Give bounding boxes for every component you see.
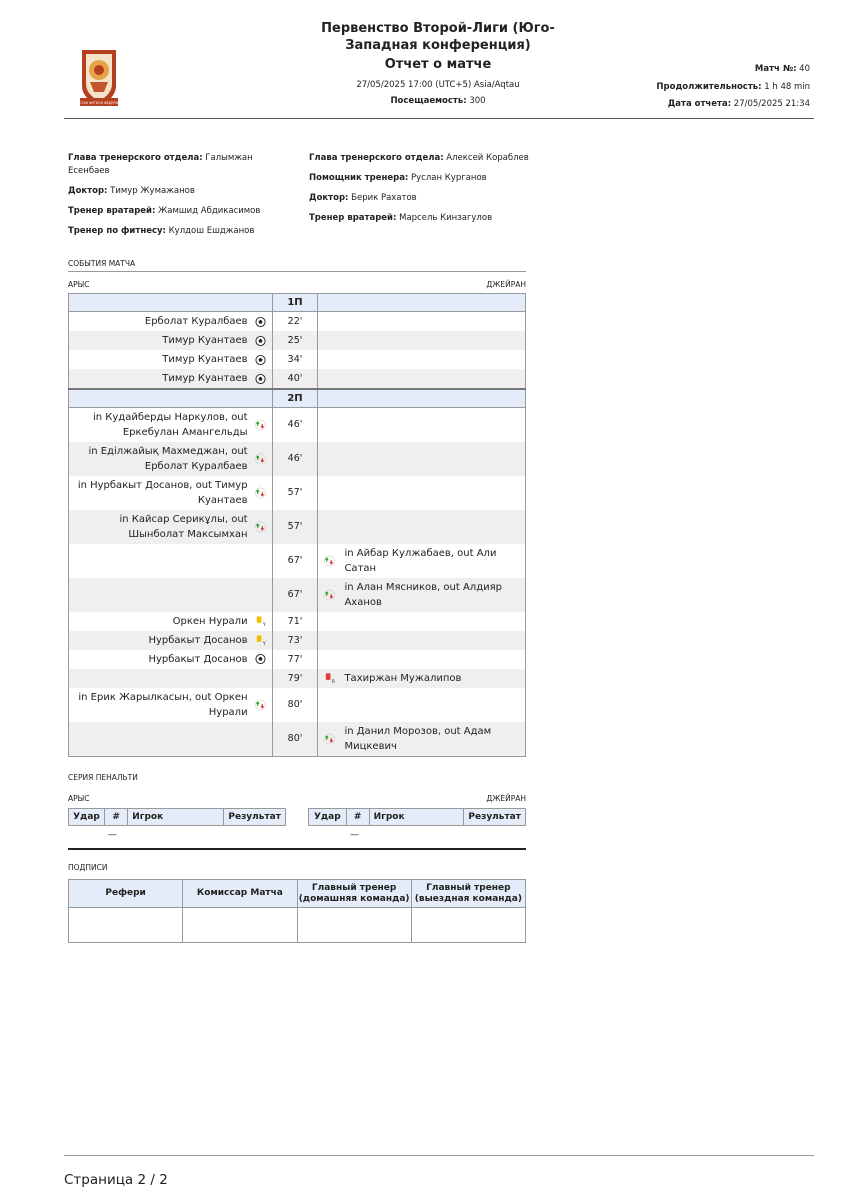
- event-away-cell: [318, 578, 526, 612]
- match-number-label: Матч №:: [754, 64, 797, 74]
- event-row: [69, 631, 526, 650]
- report-date: [668, 99, 810, 109]
- sig-commissioner-header: Комиссар Матча: [183, 880, 297, 908]
- signatures-table: [68, 879, 526, 943]
- event-home-cell: [69, 312, 273, 332]
- staff-name: Марсель Кинзагулов: [399, 213, 493, 223]
- col-result: Результат: [464, 809, 526, 826]
- sig-referee-cell: [69, 908, 183, 943]
- event-away-cell: [318, 544, 526, 578]
- event-text: in Ерик Жарылкасын, out Оркен Нурали: [78, 691, 248, 718]
- event-minute: 73': [272, 631, 318, 650]
- attendance: [288, 96, 588, 106]
- staff-role: Глава тренерского отдела:: [309, 153, 444, 163]
- signatures-section-title: ПОДПИСИ: [68, 863, 108, 872]
- event-minute: 46': [272, 407, 318, 442]
- event-minute: 67': [272, 578, 318, 612]
- goal-ball-icon: [255, 316, 266, 327]
- event-away-cell: [318, 407, 526, 442]
- event-home-cell: [69, 650, 273, 669]
- duration-label: Продолжительность:: [656, 82, 762, 92]
- half-header-row: [69, 389, 526, 407]
- event-text: in Нурбакыт Досанов, out Тимур Куантаев: [77, 479, 248, 506]
- yellow-card-icon: [255, 616, 266, 627]
- event-away-cell: [318, 612, 526, 631]
- sig-away-coach-header: Главный тренер (выездная команда): [411, 880, 525, 908]
- event-minute: 80': [272, 722, 318, 757]
- events-section-divider: [68, 271, 526, 272]
- event-away-cell: [318, 722, 526, 757]
- event-away-cell: [318, 476, 526, 510]
- event-minute: 57': [272, 476, 318, 510]
- half-header-home: [69, 389, 273, 407]
- event-home-cell: [69, 578, 273, 612]
- event-minute: 25': [272, 331, 318, 350]
- sub-substitution-icon: [255, 487, 266, 498]
- event-minute: 80': [272, 688, 318, 722]
- event-text: in Айбар Кулжабаев, out Али Сатан: [344, 547, 497, 574]
- sub-substitution-icon: [255, 699, 266, 710]
- event-home-cell: [69, 722, 273, 757]
- goal-ball-icon: [255, 654, 266, 665]
- event-text: in Кудайберды Наркулов, out Еркебулан Амангельды: [92, 411, 248, 438]
- half-header-home: [69, 294, 273, 312]
- event-text: Оркен Нурали: [172, 615, 248, 627]
- staff-name: Алексей Кораблев: [446, 153, 529, 163]
- footer-divider: [64, 1155, 814, 1156]
- half-header-away: [318, 294, 526, 312]
- goal-ball-icon: [255, 354, 266, 365]
- half-header-row: [69, 294, 526, 312]
- attendance-label: Посещаемость:: [390, 96, 467, 106]
- staff-role: Тренер вратарей:: [309, 213, 397, 223]
- event-home-cell: [69, 688, 273, 722]
- event-away-cell: [318, 331, 526, 350]
- staff-role: Тренер вратарей:: [68, 206, 156, 216]
- svg-text:R: R: [332, 680, 336, 686]
- event-text: in Алан Мясников, out Алдияр Аханов: [344, 581, 502, 608]
- page-number: Страница 2 / 2: [64, 1172, 168, 1188]
- event-row: [69, 331, 526, 350]
- event-text: Нурбакыт Досанов: [148, 653, 248, 665]
- half-header-away: [318, 389, 526, 407]
- report-subtitle: Отчет о матче: [384, 57, 492, 72]
- event-minute: 71': [272, 612, 318, 631]
- staff-name: Руслан Курганов: [411, 173, 487, 183]
- event-row: [69, 688, 526, 722]
- event-away-cell: [318, 650, 526, 669]
- col-kick: Удар: [309, 809, 347, 826]
- event-away-cell: [318, 350, 526, 369]
- event-row: [69, 722, 526, 757]
- event-minute: 34': [272, 350, 318, 369]
- sub-substitution-icon: [255, 521, 266, 532]
- event-minute: 77': [272, 650, 318, 669]
- match-duration: [656, 82, 810, 92]
- event-row: [69, 510, 526, 544]
- sig-home-coach-header: Главный тренер (домашняя команда): [297, 880, 411, 908]
- penalties-away-team: ДЖЕЙРАН: [486, 794, 526, 803]
- match-datetime: 27/05/2025 17:00 (UTC+5) Asia/Aqtau: [356, 80, 520, 90]
- svg-text:Y: Y: [262, 642, 266, 648]
- away-staff-row: [309, 192, 549, 205]
- event-home-cell: [69, 369, 273, 389]
- away-staff-row: [309, 212, 549, 225]
- staff-role: Доктор:: [309, 193, 349, 203]
- svg-text:Y: Y: [262, 623, 266, 629]
- penalties-section-title: СЕРИЯ ПЕНАЛЬТИ: [68, 773, 138, 782]
- penalties-home-team: АРЫС: [68, 794, 90, 803]
- match-number-value: 40: [799, 64, 810, 74]
- penalties-away-table: [308, 808, 526, 826]
- event-text: Тахиржан Мужалипов: [344, 672, 462, 684]
- sub-substitution-icon: [255, 419, 266, 430]
- sub-substitution-icon: [255, 453, 266, 464]
- staff-name: Берик Рахатов: [351, 193, 417, 203]
- event-row: [69, 369, 526, 389]
- event-row: [69, 442, 526, 476]
- event-text: Тимур Куантаев: [162, 335, 248, 346]
- report-date-label: Дата отчета:: [667, 99, 732, 109]
- col-number: #: [346, 809, 369, 826]
- event-row: [69, 350, 526, 369]
- staff-name: Жамшид Абдикасимов: [158, 206, 261, 216]
- event-away-cell: [318, 688, 526, 722]
- event-text: Тимур Куантаев: [162, 354, 248, 365]
- sig-home-coach-cell: [297, 908, 411, 943]
- event-home-cell: [69, 510, 273, 544]
- staff-role: Глава тренерского отдела:: [68, 153, 203, 163]
- duration-value: 1 h 48 min: [764, 82, 810, 92]
- away-staff-row: [309, 152, 549, 165]
- col-number: #: [104, 809, 127, 826]
- event-text: Ерболат Куралбаев: [144, 316, 248, 327]
- sig-referee-header: Рефери: [69, 880, 183, 908]
- away-staff: [309, 152, 549, 232]
- half-header-label: 2П: [272, 389, 318, 407]
- event-row: [69, 544, 526, 578]
- col-result: Результат: [224, 809, 286, 826]
- staff-name: Кулдош Ешджанов: [168, 226, 255, 236]
- goal-ball-icon: [255, 373, 266, 384]
- sub-substitution-icon: [324, 733, 335, 744]
- col-player: Игрок: [128, 809, 224, 826]
- event-minute: 67': [272, 544, 318, 578]
- federation-logo: [68, 46, 130, 108]
- report-title: Первенство Второй-Лиги (Юго-Западная конференция): [321, 21, 555, 53]
- events-section-title: СОБЫТИЯ МАТЧА: [68, 259, 136, 268]
- red-card-icon: [324, 673, 335, 684]
- match-number: [755, 64, 810, 74]
- event-away-cell: [318, 669, 526, 688]
- event-minute: 22': [272, 312, 318, 332]
- events-body: [69, 294, 526, 757]
- event-home-cell: [69, 631, 273, 650]
- half-header-label: 1П: [272, 294, 318, 312]
- event-text: in Кайсар Серикұлы, out Шынболат Максымхан: [119, 513, 248, 540]
- event-row: [69, 312, 526, 332]
- event-home-cell: [69, 612, 273, 631]
- report-date-value: 27/05/2025 21:34: [733, 99, 810, 109]
- event-row: [69, 612, 526, 631]
- event-home-cell: [69, 544, 273, 578]
- home-staff-row: [68, 205, 268, 218]
- event-text: in Данил Морозов, out Адам Мицкевич: [344, 725, 492, 752]
- event-minute: 57': [272, 510, 318, 544]
- sub-substitution-icon: [324, 589, 335, 600]
- sub-substitution-icon: [324, 555, 335, 566]
- event-home-cell: [69, 350, 273, 369]
- sig-commissioner-cell: [183, 908, 297, 943]
- event-home-cell: [69, 442, 273, 476]
- goal-ball-icon: [255, 335, 266, 346]
- event-minute: 46': [272, 442, 318, 476]
- penalties-home-table: [68, 808, 286, 826]
- event-text: Нурбакыт Досанов: [148, 634, 248, 646]
- event-away-cell: [318, 442, 526, 476]
- col-player: Игрок: [369, 809, 464, 826]
- event-home-cell: [69, 476, 273, 510]
- home-staff: [68, 152, 268, 245]
- event-text: Тимур Куантаев: [162, 373, 248, 384]
- staff-name: Тимур Жумажанов: [110, 186, 195, 196]
- home-staff-row: [68, 185, 268, 198]
- event-row: [69, 476, 526, 510]
- event-minute: 40': [272, 369, 318, 389]
- staff-role: Тренер по фитнесу:: [68, 226, 166, 236]
- event-row: [69, 669, 526, 688]
- event-home-cell: [69, 407, 273, 442]
- home-staff-row: [68, 225, 268, 238]
- away-staff-row: [309, 172, 549, 185]
- events-table: [68, 293, 526, 757]
- event-away-cell: [318, 631, 526, 650]
- staff-role: Доктор:: [68, 186, 108, 196]
- penalties-home-empty: —: [108, 830, 117, 840]
- col-kick: Удар: [69, 809, 105, 826]
- event-row: [69, 650, 526, 669]
- event-home-cell: [69, 331, 273, 350]
- logo-text: ҚАЗАҚСТАН ФУТБОЛ ФЕДЕРАЦИЯСЫ: [68, 101, 130, 105]
- event-row: [69, 578, 526, 612]
- event-away-cell: [318, 312, 526, 332]
- home-staff-row: [68, 152, 268, 178]
- sig-away-coach-cell: [411, 908, 525, 943]
- yellow-card-icon: [255, 635, 266, 646]
- penalties-away-empty: —: [350, 830, 359, 840]
- event-row: [69, 407, 526, 442]
- event-text: in Еділжайық Махмеджан, out Ерболат Куралбаев: [88, 445, 248, 472]
- event-away-cell: [318, 510, 526, 544]
- penalties-divider: [68, 848, 526, 850]
- attendance-value: 300: [469, 96, 486, 106]
- event-minute: 79': [272, 669, 318, 688]
- staff-name: Галымжан Есенбаев: [68, 153, 253, 176]
- staff-role: Помощник тренера:: [309, 173, 409, 183]
- event-away-cell: [318, 369, 526, 389]
- events-home-team: АРЫС: [68, 280, 90, 289]
- event-home-cell: [69, 669, 273, 688]
- events-away-team: ДЖЕЙРАН: [486, 280, 526, 289]
- header-divider: [64, 118, 814, 119]
